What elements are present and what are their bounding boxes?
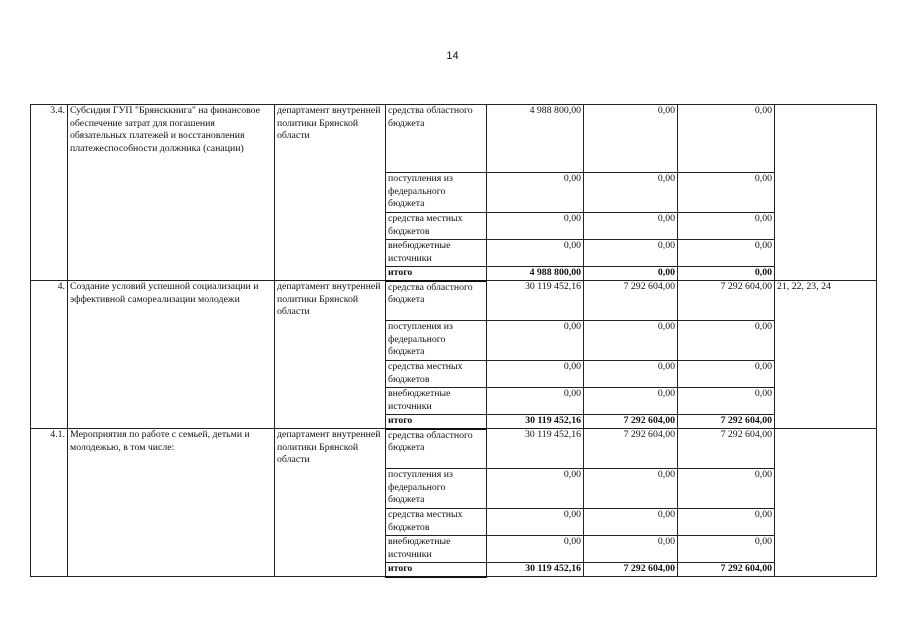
section-executor: департамент внутренней политики Брянской области xyxy=(275,429,386,577)
amount-year-2: 0,00 xyxy=(584,388,678,415)
funding-source-label: внебюджетные источники xyxy=(386,240,487,267)
section-name: Мероприятия по работе с семьей, детьми и молодежью, в том числе: xyxy=(68,429,275,577)
funding-source-label: итого xyxy=(386,267,487,281)
funding-source-label: итого xyxy=(386,563,487,577)
amount-year-2: 0,00 xyxy=(584,240,678,267)
amount-year-3: 7 292 604,00 xyxy=(678,429,775,469)
funding-source-label: поступления из федерального бюджета xyxy=(386,321,487,361)
amount-year-1: 30 119 452,16 xyxy=(487,281,584,321)
amount-year-3: 0,00 xyxy=(678,536,775,563)
amount-year-3: 0,00 xyxy=(678,213,775,240)
funding-source-label: средства областного бюджета xyxy=(386,429,487,469)
amount-year-2: 0,00 xyxy=(584,361,678,388)
amount-year-1: 0,00 xyxy=(487,213,584,240)
amount-year-3: 0,00 xyxy=(678,361,775,388)
amount-year-3: 0,00 xyxy=(678,173,775,213)
amount-year-1: 0,00 xyxy=(487,173,584,213)
funding-source-label: средства областного бюджета xyxy=(386,105,487,173)
amount-year-2: 7 292 604,00 xyxy=(584,415,678,429)
funding-source-label: итого xyxy=(386,415,487,429)
amount-year-2: 0,00 xyxy=(584,267,678,281)
section-name: Создание условий успешной социализации и эффективной самореализации молодежи xyxy=(68,281,275,429)
section-name: Субсидия ГУП "Брянсккнига" на финансовое обеспечение затрат для погашения обязательных платежей и восстановления платежеспособности должника (санации) xyxy=(68,105,275,281)
funding-source-label: внебюджетные источники xyxy=(386,388,487,415)
amount-year-1: 4 988 800,00 xyxy=(487,267,584,281)
amount-year-3: 7 292 604,00 xyxy=(678,415,775,429)
amount-year-1: 0,00 xyxy=(487,361,584,388)
amount-year-2: 0,00 xyxy=(584,213,678,240)
table-row xyxy=(31,281,877,321)
amount-year-1: 0,00 xyxy=(487,536,584,563)
budget-table-body xyxy=(31,105,877,577)
funding-source-label: средства местных бюджетов xyxy=(386,361,487,388)
section-code: 3.4. xyxy=(31,105,68,281)
section-targets xyxy=(775,105,877,281)
amount-year-3: 0,00 xyxy=(678,240,775,267)
amount-year-1: 30 119 452,16 xyxy=(487,429,584,469)
amount-year-3: 0,00 xyxy=(678,105,775,173)
funding-source-label: поступления из федерального бюджета xyxy=(386,469,487,509)
section-code: 4.1. xyxy=(31,429,68,577)
amount-year-2: 0,00 xyxy=(584,509,678,536)
amount-year-2: 7 292 604,00 xyxy=(584,281,678,321)
amount-year-3: 7 292 604,00 xyxy=(678,563,775,577)
amount-year-2: 0,00 xyxy=(584,105,678,173)
funding-source-label: поступления из федерального бюджета xyxy=(386,173,487,213)
page-number: 14 xyxy=(446,50,459,62)
amount-year-3: 0,00 xyxy=(678,509,775,536)
table-row xyxy=(31,429,877,469)
amount-year-2: 0,00 xyxy=(584,321,678,361)
amount-year-1: 0,00 xyxy=(487,240,584,267)
amount-year-3: 0,00 xyxy=(678,267,775,281)
amount-year-3: 0,00 xyxy=(678,469,775,509)
amount-year-2: 7 292 604,00 xyxy=(584,429,678,469)
amount-year-1: 30 119 452,16 xyxy=(487,415,584,429)
amount-year-3: 0,00 xyxy=(678,388,775,415)
funding-source-label: средства местных бюджетов xyxy=(386,509,487,536)
section-targets xyxy=(775,429,877,577)
amount-year-2: 0,00 xyxy=(584,536,678,563)
amount-year-2: 7 292 604,00 xyxy=(584,563,678,577)
amount-year-1: 4 988 800,00 xyxy=(487,105,584,173)
funding-source-label: средства областного бюджета xyxy=(386,281,487,321)
amount-year-1: 0,00 xyxy=(487,388,584,415)
amount-year-1: 0,00 xyxy=(487,321,584,361)
table-row xyxy=(31,105,877,173)
amount-year-1: 30 119 452,16 xyxy=(487,563,584,577)
amount-year-3: 7 292 604,00 xyxy=(678,281,775,321)
budget-table xyxy=(30,104,877,578)
amount-year-1: 0,00 xyxy=(487,509,584,536)
funding-source-label: средства местных бюджетов xyxy=(386,213,487,240)
section-executor: департамент внутренней политики Брянской области xyxy=(275,281,386,429)
amount-year-2: 0,00 xyxy=(584,173,678,213)
amount-year-3: 0,00 xyxy=(678,321,775,361)
amount-year-1: 0,00 xyxy=(487,469,584,509)
section-executor: департамент внутренней политики Брянской области xyxy=(275,105,386,281)
amount-year-2: 0,00 xyxy=(584,469,678,509)
section-code: 4. xyxy=(31,281,68,429)
section-targets: 21, 22, 23, 24 xyxy=(775,281,877,429)
funding-source-label: внебюджетные источники xyxy=(386,536,487,563)
